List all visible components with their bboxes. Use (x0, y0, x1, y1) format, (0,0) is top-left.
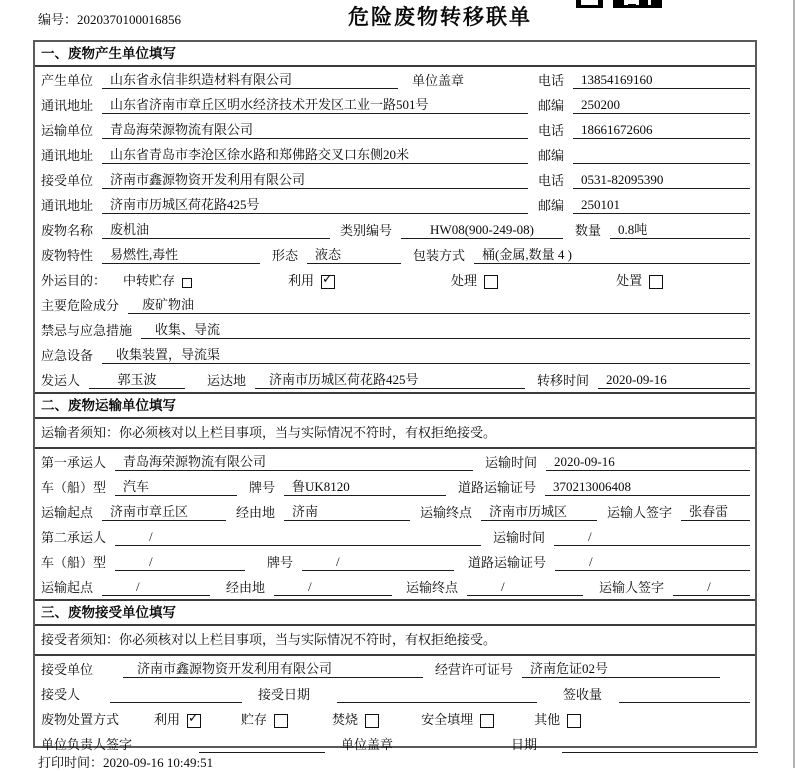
route-via-label: 经由地 (226, 580, 266, 595)
section3-title: 三、废物接受单位填写 (35, 599, 755, 626)
purpose-transfer-storage-label: 中转贮存 (123, 273, 176, 288)
plate-value: 鲁UK8120 (284, 476, 446, 496)
route-end-label: 运输终点 (420, 505, 473, 520)
row-hazard-component (35, 292, 755, 317)
section3-notice: 接受者须知：你必须核对以上栏目事项，当与实际情况不符时，有权拒绝接受。 (35, 626, 755, 656)
second-carrier-value: / (115, 529, 481, 546)
receiver-unit-label: 接受单位 (41, 173, 94, 188)
row-route-1 (35, 499, 755, 524)
qr-code-fragment-icon (576, 0, 662, 8)
carrier-signature2-value: / (673, 579, 750, 596)
row-outbound-purpose (35, 267, 755, 292)
destination-value: 济南市历城区荷花路425号 (255, 369, 525, 389)
emergency-measures-label: 禁忌与应急措施 (41, 323, 133, 338)
shipper-value: 郭玉波 (89, 369, 185, 389)
phone-label: 电话 (538, 173, 565, 188)
disposal-incinerate-label: 焚烧 (332, 712, 359, 727)
serial-value: 2020370100016856 (77, 12, 182, 27)
transport-time-label: 运输时间 (493, 530, 546, 545)
purpose-dispose-label: 处置 (616, 273, 643, 288)
vehicle-type-label: 车（船）型 (41, 480, 107, 495)
check-icon: ✓ (188, 711, 199, 726)
carrier-signature-label: 运输人签字 (607, 505, 673, 520)
route-start-label: 运输起点 (41, 505, 94, 520)
disposal-storage-label: 贮存 (241, 712, 268, 727)
row-receiver-address (35, 192, 755, 217)
route-via-value: 济南 (284, 501, 410, 521)
category-code-value: HW08(900-249-08) (401, 222, 563, 239)
unit-seal-label: 单位盖章 (341, 737, 394, 752)
date-value (562, 737, 758, 753)
waste-property-label: 废物特性 (41, 248, 94, 263)
disposal-other-checkbox (567, 714, 581, 728)
route-via-label: 经由地 (236, 505, 276, 520)
emergency-equipment-label: 应急设备 (41, 348, 94, 363)
section1-title: 一、废物产生单位填写 (35, 42, 755, 67)
disposal-utilize-checkbox-checked (187, 711, 201, 728)
plate2-value: / (302, 554, 454, 571)
purpose-transfer-storage-checkbox (182, 278, 192, 288)
address-label: 通讯地址 (41, 98, 94, 113)
transfer-date-label: 转移时间 (537, 373, 590, 388)
row-accept-unit (35, 656, 755, 681)
zip-label: 邮编 (538, 198, 565, 213)
carrier-signature-value: 张春雷 (681, 501, 750, 521)
row-receiver-unit (35, 167, 755, 192)
row-emergency-equipment (35, 342, 755, 367)
row-producer-unit (35, 67, 755, 92)
row-vehicle-type-1 (35, 474, 755, 499)
row-route-2 (35, 574, 755, 599)
accept-person-value (110, 687, 242, 703)
emergency-equipment-value: 收集装置，导流渠 (102, 344, 750, 364)
plate-label: 牌号 (249, 480, 276, 495)
purpose-treat-label: 处理 (451, 273, 478, 288)
disposal-other-label: 其他 (534, 712, 561, 727)
print-time-value: 2020-09-16 10:49:51 (103, 755, 214, 770)
disposal-method-label: 废物处置方式 (41, 712, 120, 727)
route-end-value: 济南市历城区 (481, 501, 597, 521)
packing-value: 桶(金属,数量 4 ) (474, 244, 750, 264)
destination-label: 运达地 (207, 373, 247, 388)
license-no-label: 经营许可证号 (435, 662, 514, 677)
quantity-label: 数量 (575, 223, 602, 238)
transfer-date-value: 2020-09-16 (598, 372, 750, 389)
receiver-unit-value: 济南市鑫源物资开发利用有限公司 (102, 169, 528, 189)
transport-time-label: 运输时间 (485, 455, 538, 470)
waste-property-value: 易燃性,毒性 (102, 244, 260, 264)
section2-title: 二、废物运输单位填写 (35, 392, 755, 419)
second-carrier-label: 第二承运人 (41, 530, 107, 545)
category-code-label: 类别编号 (340, 223, 393, 238)
page-title: 危险废物转移联单 (348, 6, 532, 29)
address-label: 通讯地址 (41, 148, 94, 163)
section2-notice: 运输者须知：你必须核对以上栏目事项，当与实际情况不符时，有权拒绝接受。 (35, 419, 755, 449)
first-carrier-value: 青岛海荣源物流有限公司 (115, 451, 473, 471)
disposal-storage-checkbox (274, 714, 288, 728)
outbound-purpose-label: 外运目的： (41, 273, 107, 288)
vehicle-type2-value: / (115, 554, 245, 571)
phone-label: 电话 (538, 73, 565, 88)
vehicle-type-value: 汽车 (115, 476, 237, 496)
hazard-component-value: 废矿物油 (128, 294, 750, 314)
accept-unit-label: 接受单位 (41, 662, 94, 677)
date-label: 日期 (511, 737, 538, 752)
receiver-address-value: 济南市历城区荷花路425号 (102, 194, 528, 214)
row-emergency-measures (35, 317, 755, 342)
waste-name-value: 废机油 (102, 219, 330, 239)
license-no-value: 济南危证02号 (522, 658, 720, 678)
first-carrier-label: 第一承运人 (41, 455, 107, 470)
address-label: 通讯地址 (41, 198, 94, 213)
route-start-label: 运输起点 (41, 580, 94, 595)
manifest-form-table (33, 40, 757, 752)
carrier-signature-label: 运输人签字 (599, 580, 665, 595)
road-permit-value: 370213006408 (545, 479, 750, 496)
row-disposal-method (35, 706, 755, 731)
receiver-zip-value: 250101 (573, 197, 750, 214)
accept-date-value (337, 687, 537, 703)
zip-label: 邮编 (538, 148, 565, 163)
transport-unit-label: 运输单位 (41, 123, 94, 138)
accept-date-label: 接受日期 (258, 687, 311, 702)
disposal-utilize-label: 利用 (154, 712, 181, 727)
disposal-landfill-checkbox (480, 714, 494, 728)
accept-person-label: 接受人 (41, 687, 81, 702)
print-time-label: 打印时间： (38, 755, 104, 770)
purpose-utilize-checkbox-checked (321, 272, 335, 289)
packing-label: 包装方式 (413, 248, 466, 263)
form-state-value: 液态 (307, 244, 401, 264)
transport-time-value: 2020-09-16 (546, 454, 750, 471)
purpose-utilize-label: 利用 (288, 273, 315, 288)
row-transport-unit (35, 117, 755, 142)
check-icon: ✓ (322, 272, 333, 287)
road-permit-label: 道路运输证号 (458, 480, 537, 495)
road-permit2-value: / (555, 554, 750, 571)
plate-label: 牌号 (267, 555, 294, 570)
row-producer-address (35, 92, 755, 117)
row-waste-property (35, 242, 755, 267)
serial-label: 编号： (38, 12, 78, 27)
route-via2-value: / (274, 579, 392, 596)
emergency-measures-value: 收集、导流 (141, 319, 750, 339)
row-accept-person (35, 681, 755, 706)
zip-label: 邮编 (538, 98, 565, 113)
row-vehicle-type-2 (35, 549, 755, 574)
purpose-treat-checkbox (484, 275, 498, 289)
transport-zip-value (573, 148, 750, 164)
responsible-signature-value (199, 737, 325, 753)
page-right-edge (793, 0, 795, 768)
receipt-quantity-value (619, 687, 750, 703)
producer-unit-label: 产生单位 (41, 73, 94, 88)
transport-time2-value: / (554, 529, 750, 546)
producer-phone-value: 13854169160 (573, 72, 750, 89)
receipt-quantity-label: 签收量 (563, 687, 603, 702)
responsible-signature-label: 单位负责人签字 (41, 737, 133, 752)
quantity-value: 0.8吨 (610, 219, 750, 239)
route-end-label: 运输终点 (406, 580, 459, 595)
row-shipper (35, 367, 755, 392)
accept-unit-value: 济南市鑫源物资开发利用有限公司 (123, 658, 423, 678)
row-first-carrier (35, 449, 755, 474)
print-time-line (38, 752, 213, 771)
disposal-landfill-label: 安全填埋 (421, 712, 474, 727)
shipper-label: 发运人 (41, 373, 81, 388)
road-permit-label: 道路运输证号 (468, 555, 547, 570)
purpose-dispose-checkbox (649, 275, 663, 289)
phone-label: 电话 (538, 123, 565, 138)
producer-address-value: 山东省济南市章丘区明水经济技术开发区工业一路501号 (102, 94, 528, 114)
transport-phone-value: 18661672606 (573, 122, 750, 139)
disposal-incinerate-checkbox (365, 714, 379, 728)
vehicle-type-label: 车（船）型 (41, 555, 107, 570)
waste-name-label: 废物名称 (41, 223, 94, 238)
hazard-component-label: 主要危险成分 (41, 298, 120, 313)
route-start2-value: / (102, 579, 210, 596)
row-waste-name (35, 217, 755, 242)
unit-seal-label: 单位盖章 (412, 73, 465, 88)
transport-unit-value: 青岛海荣源物流有限公司 (102, 119, 528, 139)
route-end2-value: / (467, 579, 583, 596)
form-state-label: 形态 (272, 248, 299, 263)
row-transport-address (35, 142, 755, 167)
receiver-phone-value: 0531-82095390 (573, 172, 750, 189)
route-start-value: 济南市章丘区 (102, 501, 226, 521)
transport-address-value: 山东省青岛市李沧区徐水路和郑佛路交叉口东侧20米 (102, 144, 528, 164)
producer-unit-value: 山东省永信非织造材料有限公司 (102, 69, 398, 89)
row-second-carrier (35, 524, 755, 549)
producer-zip-value: 250200 (573, 97, 750, 114)
